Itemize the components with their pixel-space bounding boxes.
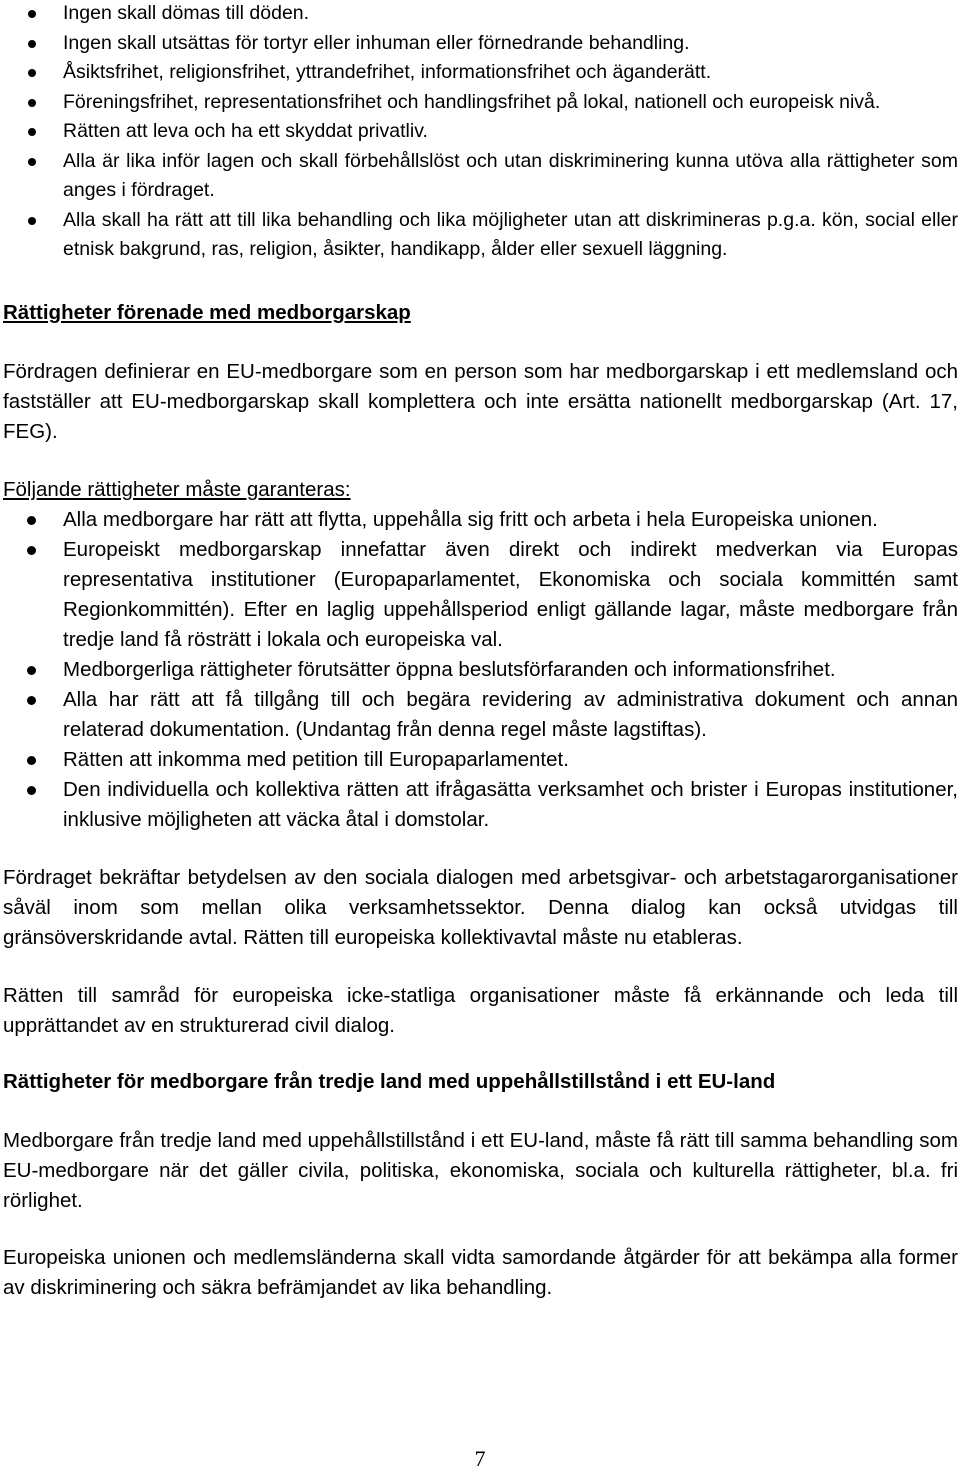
bullet-icon <box>27 696 36 705</box>
list-item <box>0 745 958 775</box>
page-number: 7 <box>474 1446 486 1471</box>
bullet-icon <box>27 666 36 675</box>
bullet-icon <box>28 10 36 18</box>
citizenship-definition-paragraph: Fördragen definierar en EU-medborgare som en person som har medborgarskap i ett medlemsland och fastställer att EU-medborgarskap skall komplettera och inte ersätta nationellt medborgarskap (Art. 17, FEG). <box>3 360 958 443</box>
bullet-icon <box>28 158 36 166</box>
list-item <box>0 58 958 88</box>
bullet-icon <box>27 786 36 795</box>
bullet-icon <box>28 128 36 136</box>
ngo-consultation-paragraph: Rätten till samråd för europeiska icke-statliga organisationer måste få erkännande och leda till upprättandet av en strukturerad civil dialog. <box>3 984 958 1037</box>
bullet-icon <box>28 217 36 225</box>
list-item <box>0 0 958 29</box>
bullet-icon <box>28 99 36 107</box>
bullet-icon <box>27 546 36 555</box>
list-item-text: Ingen skall utsättas för tortyr eller inhuman eller förnedrande behandling. <box>63 31 690 54</box>
anti-discrimination-paragraph: Europeiska unionen och medlemsländerna skall vidta samordande åtgärder för att bekämpa alla former av diskriminering och säkra befrämjandet av lika behandling. <box>3 1246 958 1299</box>
section-heading-citizenship-rights: Rättigheter förenade med medborgarskap <box>3 301 411 324</box>
list-item <box>0 775 958 835</box>
list-item <box>0 206 958 265</box>
list-item-text: Rätten att inkomma med petition till Europaparlamentet. <box>63 748 569 771</box>
bullet-icon <box>27 516 36 525</box>
list-item-text: Alla är lika inför lagen och skall förbehållslöst och utan diskriminering kunna utöva alla rättigheter som anges i fördraget. <box>63 149 958 201</box>
bullet-icon <box>28 40 36 48</box>
bullet-icon <box>28 69 36 77</box>
list-item <box>0 535 958 655</box>
third-country-rights-paragraph: Medborgare från tredje land med uppehållstillstånd i ett EU-land, måste få rätt till samma behandling som EU-medborgare när det gäller civila, politiska, ekonomiska, sociala och kulturella rättigheter, bl.a. fri rörlighet. <box>3 1129 958 1212</box>
list-item-text: Alla har rätt att få tillgång till och begära revidering av administrativa dokument och annan relaterad dokumentation. (Undantag från denna regel måste lagstiftas). <box>63 688 958 741</box>
section-heading-third-country-nationals: Rättigheter för medborgare från tredje land med uppehållstillstånd i ett EU-land <box>3 1070 776 1093</box>
bullet-icon <box>27 756 36 765</box>
list-item <box>0 88 958 118</box>
intro-rights-list <box>0 0 958 265</box>
list-item <box>0 147 958 206</box>
list-item-text: Föreningsfrihet, representationsfrihet och handlingsfrihet på lokal, nationell och europeisk nivå. <box>63 90 881 113</box>
list-item <box>0 505 958 535</box>
list-item-text: Alla medborgare har rätt att flytta, uppehålla sig fritt och arbeta i hela Europeiska unionen. <box>63 508 878 531</box>
list-item-text: Alla skall ha rätt att till lika behandling och lika möjligheter utan att diskrimineras p.g.a. kön, social eller etnisk bakgrund, ras, religion, åsikter, handikapp, ålder eller sexuell läggning. <box>63 208 958 260</box>
list-item-text: Den individuella och kollektiva rätten att ifrågasätta verksamhet och brister i Europas institutioner, inklusive möjligheten att väcka åtal i domstolar. <box>63 778 958 831</box>
list-item <box>0 29 958 59</box>
list-item <box>0 655 958 685</box>
rights-subheading: Följande rättigheter måste garanteras: <box>3 478 351 501</box>
list-item-text: Ingen skall dömas till döden. <box>63 2 310 24</box>
list-item <box>0 117 958 147</box>
list-item <box>0 685 958 745</box>
list-item-text: Europeiskt medborgarskap innefattar även direkt och indirekt medverkan via Europas representativa institutioner (Europaparlamentet, Ekonomiska och sociala kommittén samt Regionkommittén). Efter en laglig uppehållsperiod enligt gällande lagar, måste medborgare från tredje land få rösträtt i lokala och europeiska val. <box>63 538 958 651</box>
social-dialogue-paragraph: Fördraget bekräftar betydelsen av den sociala dialogen med arbetsgivar- och arbetstagarorganisationer såväl inom som mellan olika verksamhetssektor. Denna dialog kan också utvidgas till gränsöverskridande avtal. Rätten till europeiska kollektivavtal måste nu etableras. <box>3 866 958 949</box>
list-item-text: Medborgerliga rättigheter förutsätter öppna beslutsförfaranden och informationsfrihet. <box>63 658 836 681</box>
list-item-text: Rätten att leva och ha ett skyddat privatliv. <box>63 120 428 142</box>
list-item-text: Åsiktsfrihet, religionsfrihet, yttrandefrihet, informationsfrihet och äganderätt. <box>63 61 712 83</box>
guaranteed-rights-list <box>0 505 958 835</box>
